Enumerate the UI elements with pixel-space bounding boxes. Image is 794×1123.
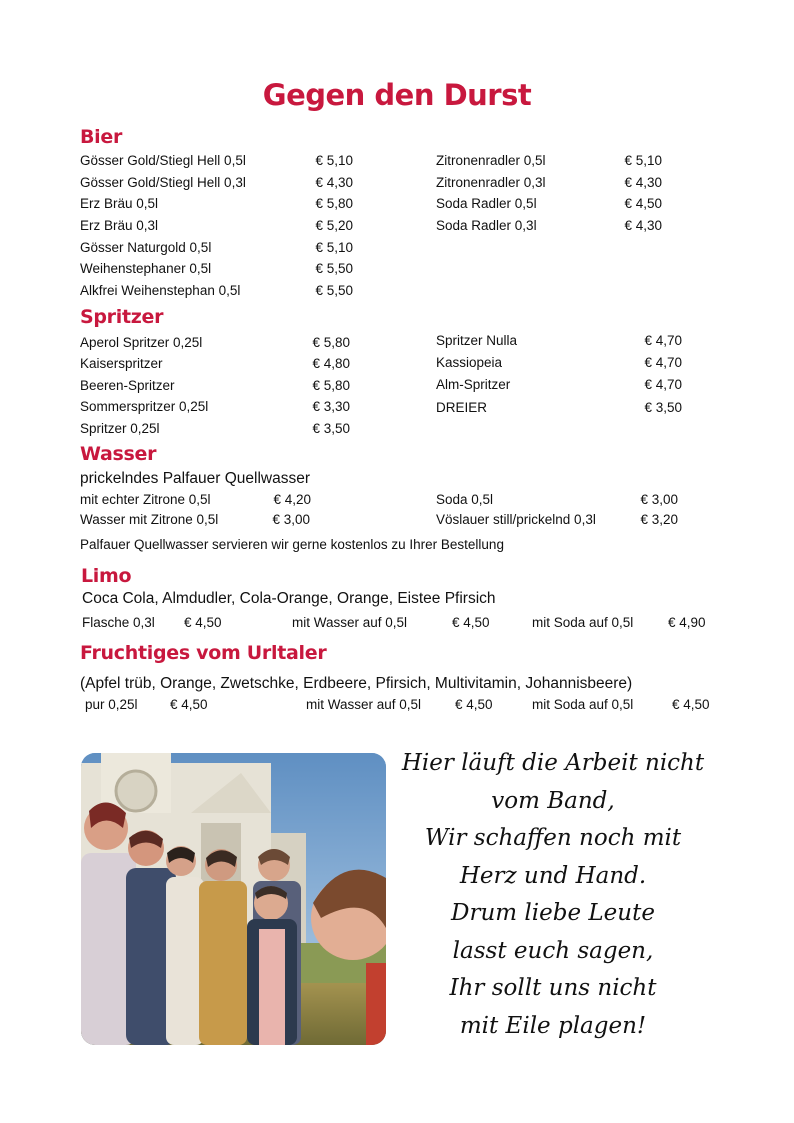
item-price: € 4,50 — [624, 196, 662, 211]
item-price: € 4,70 — [644, 355, 682, 370]
section-heading-bier: Bier — [80, 126, 123, 148]
poem-line: Herz und Hand. — [459, 862, 647, 889]
group-photo-illustration — [81, 753, 386, 1045]
item-name: Zitronenradler 0,3l — [436, 175, 546, 190]
item-name: mit echter Zitrone 0,5l — [80, 492, 211, 507]
menu-item-label: pur 0,25l — [85, 697, 138, 712]
item-price: € 5,20 — [315, 218, 353, 233]
item-price: € 5,50 — [315, 261, 353, 276]
item-price: € 3,20 — [640, 512, 678, 527]
item-price: € 3,30 — [312, 399, 350, 414]
poem-line: lasst euch sagen, — [452, 937, 654, 964]
item-price: € 5,80 — [315, 196, 353, 211]
menu-item-price: € 4,90 — [668, 615, 706, 630]
wasser-note: Palfauer Quellwasser servieren wir gerne kostenlos zu Ihrer Bestellung — [80, 537, 504, 552]
section-heading-wasser: Wasser — [80, 443, 157, 465]
frucht-subtitle: (Apfel trüb, Orange, Zwetschke, Erdbeere, Pfirsich, Multivitamin, Johannisbeere) — [80, 675, 633, 692]
menu-item-price: € 4,50 — [184, 615, 222, 630]
poem-line: vom Band, — [491, 787, 615, 814]
section-heading-frucht: Fruchtiges vom Urltaler — [80, 642, 327, 664]
item-name: Gösser Naturgold 0,5l — [80, 240, 212, 255]
menu-item-price: € 4,50 — [452, 615, 490, 630]
item-price: € 5,10 — [624, 153, 662, 168]
item-name: Spritzer Nulla — [436, 333, 518, 348]
poem-line: Ihr sollt uns nicht — [449, 975, 657, 1001]
item-name: Kaiserspritzer — [80, 356, 163, 371]
item-name: Gösser Gold/Stiegl Hell 0,5l — [80, 153, 246, 168]
item-price: € 4,20 — [273, 492, 311, 507]
item-name: Alm-Spritzer — [436, 377, 511, 392]
item-price: € 4,30 — [315, 175, 353, 190]
item-name: Alkfrei Weihenstephan 0,5l — [80, 283, 241, 298]
item-price: € 3,00 — [640, 492, 678, 507]
item-price: € 5,10 — [315, 240, 353, 255]
item-name: Soda 0,5l — [436, 492, 494, 507]
item-price: € 3,50 — [312, 421, 350, 436]
item-price: € 3,50 — [644, 400, 682, 415]
poem-line: Wir schaffen noch mit — [424, 825, 682, 851]
menu-item-label: mit Soda auf 0,5l — [532, 615, 634, 630]
item-name: Weihenstephaner 0,5l — [80, 261, 212, 276]
item-price: € 4,30 — [624, 218, 662, 233]
poem-line: Hier läuft die Arbeit nicht — [401, 750, 705, 776]
item-name: Gösser Gold/Stiegl Hell 0,3l — [80, 175, 246, 190]
item-price: € 4,80 — [312, 356, 350, 371]
item-name: Zitronenradler 0,5l — [436, 153, 546, 168]
menu-item-label: mit Wasser auf 0,5l — [292, 615, 408, 630]
menu-item-price: € 4,50 — [170, 697, 208, 712]
item-name: DREIER — [436, 400, 488, 415]
menu-item-label: mit Wasser auf 0,5l — [306, 697, 422, 712]
item-name: Beeren-Spritzer — [80, 378, 175, 393]
poem-line: Drum liebe Leute — [451, 900, 655, 926]
limo-subtitle: Coca Cola, Almdudler, Cola-Orange, Orange, Eistee Pfirsich — [82, 590, 496, 607]
item-name: Erz Bräu 0,3l — [80, 218, 159, 233]
item-name: Erz Bräu 0,5l — [80, 196, 159, 211]
menu-item-label: Flasche 0,3l — [82, 615, 155, 630]
item-name: Sommerspritzer 0,25l — [80, 399, 209, 414]
item-name: Spritzer 0,25l — [80, 421, 160, 436]
poem — [398, 745, 708, 1045]
page-title: Gegen den Durst — [262, 78, 532, 112]
poem-line: mit Eile plagen! — [459, 1012, 647, 1039]
item-price: € 4,30 — [624, 175, 662, 190]
item-name: Soda Radler 0,5l — [436, 196, 537, 211]
section-heading-limo: Limo — [81, 565, 132, 587]
item-name: Wasser mit Zitrone 0,5l — [80, 512, 219, 527]
item-price: € 3,00 — [272, 512, 310, 527]
item-name: Vöslauer still/prickelnd 0,3l — [436, 512, 596, 527]
menu-item-price: € 4,50 — [672, 697, 710, 712]
menu-item-label: mit Soda auf 0,5l — [532, 697, 634, 712]
item-name: Soda Radler 0,3l — [436, 218, 537, 233]
item-price: € 5,80 — [312, 378, 350, 393]
item-price: € 4,70 — [644, 333, 682, 348]
section-heading-spritzer: Spritzer — [80, 306, 164, 328]
item-name: Aperol Spritzer 0,25l — [80, 335, 203, 350]
item-price: € 4,70 — [644, 377, 682, 392]
item-price: € 5,50 — [315, 283, 353, 298]
item-name: Kassiopeia — [436, 355, 503, 370]
menu-item-price: € 4,50 — [455, 697, 493, 712]
item-price: € 5,80 — [312, 335, 350, 350]
group-photo — [81, 753, 386, 1045]
wasser-subtitle: prickelndes Palfauer Quellwasser — [80, 470, 311, 487]
item-price: € 5,10 — [315, 153, 353, 168]
